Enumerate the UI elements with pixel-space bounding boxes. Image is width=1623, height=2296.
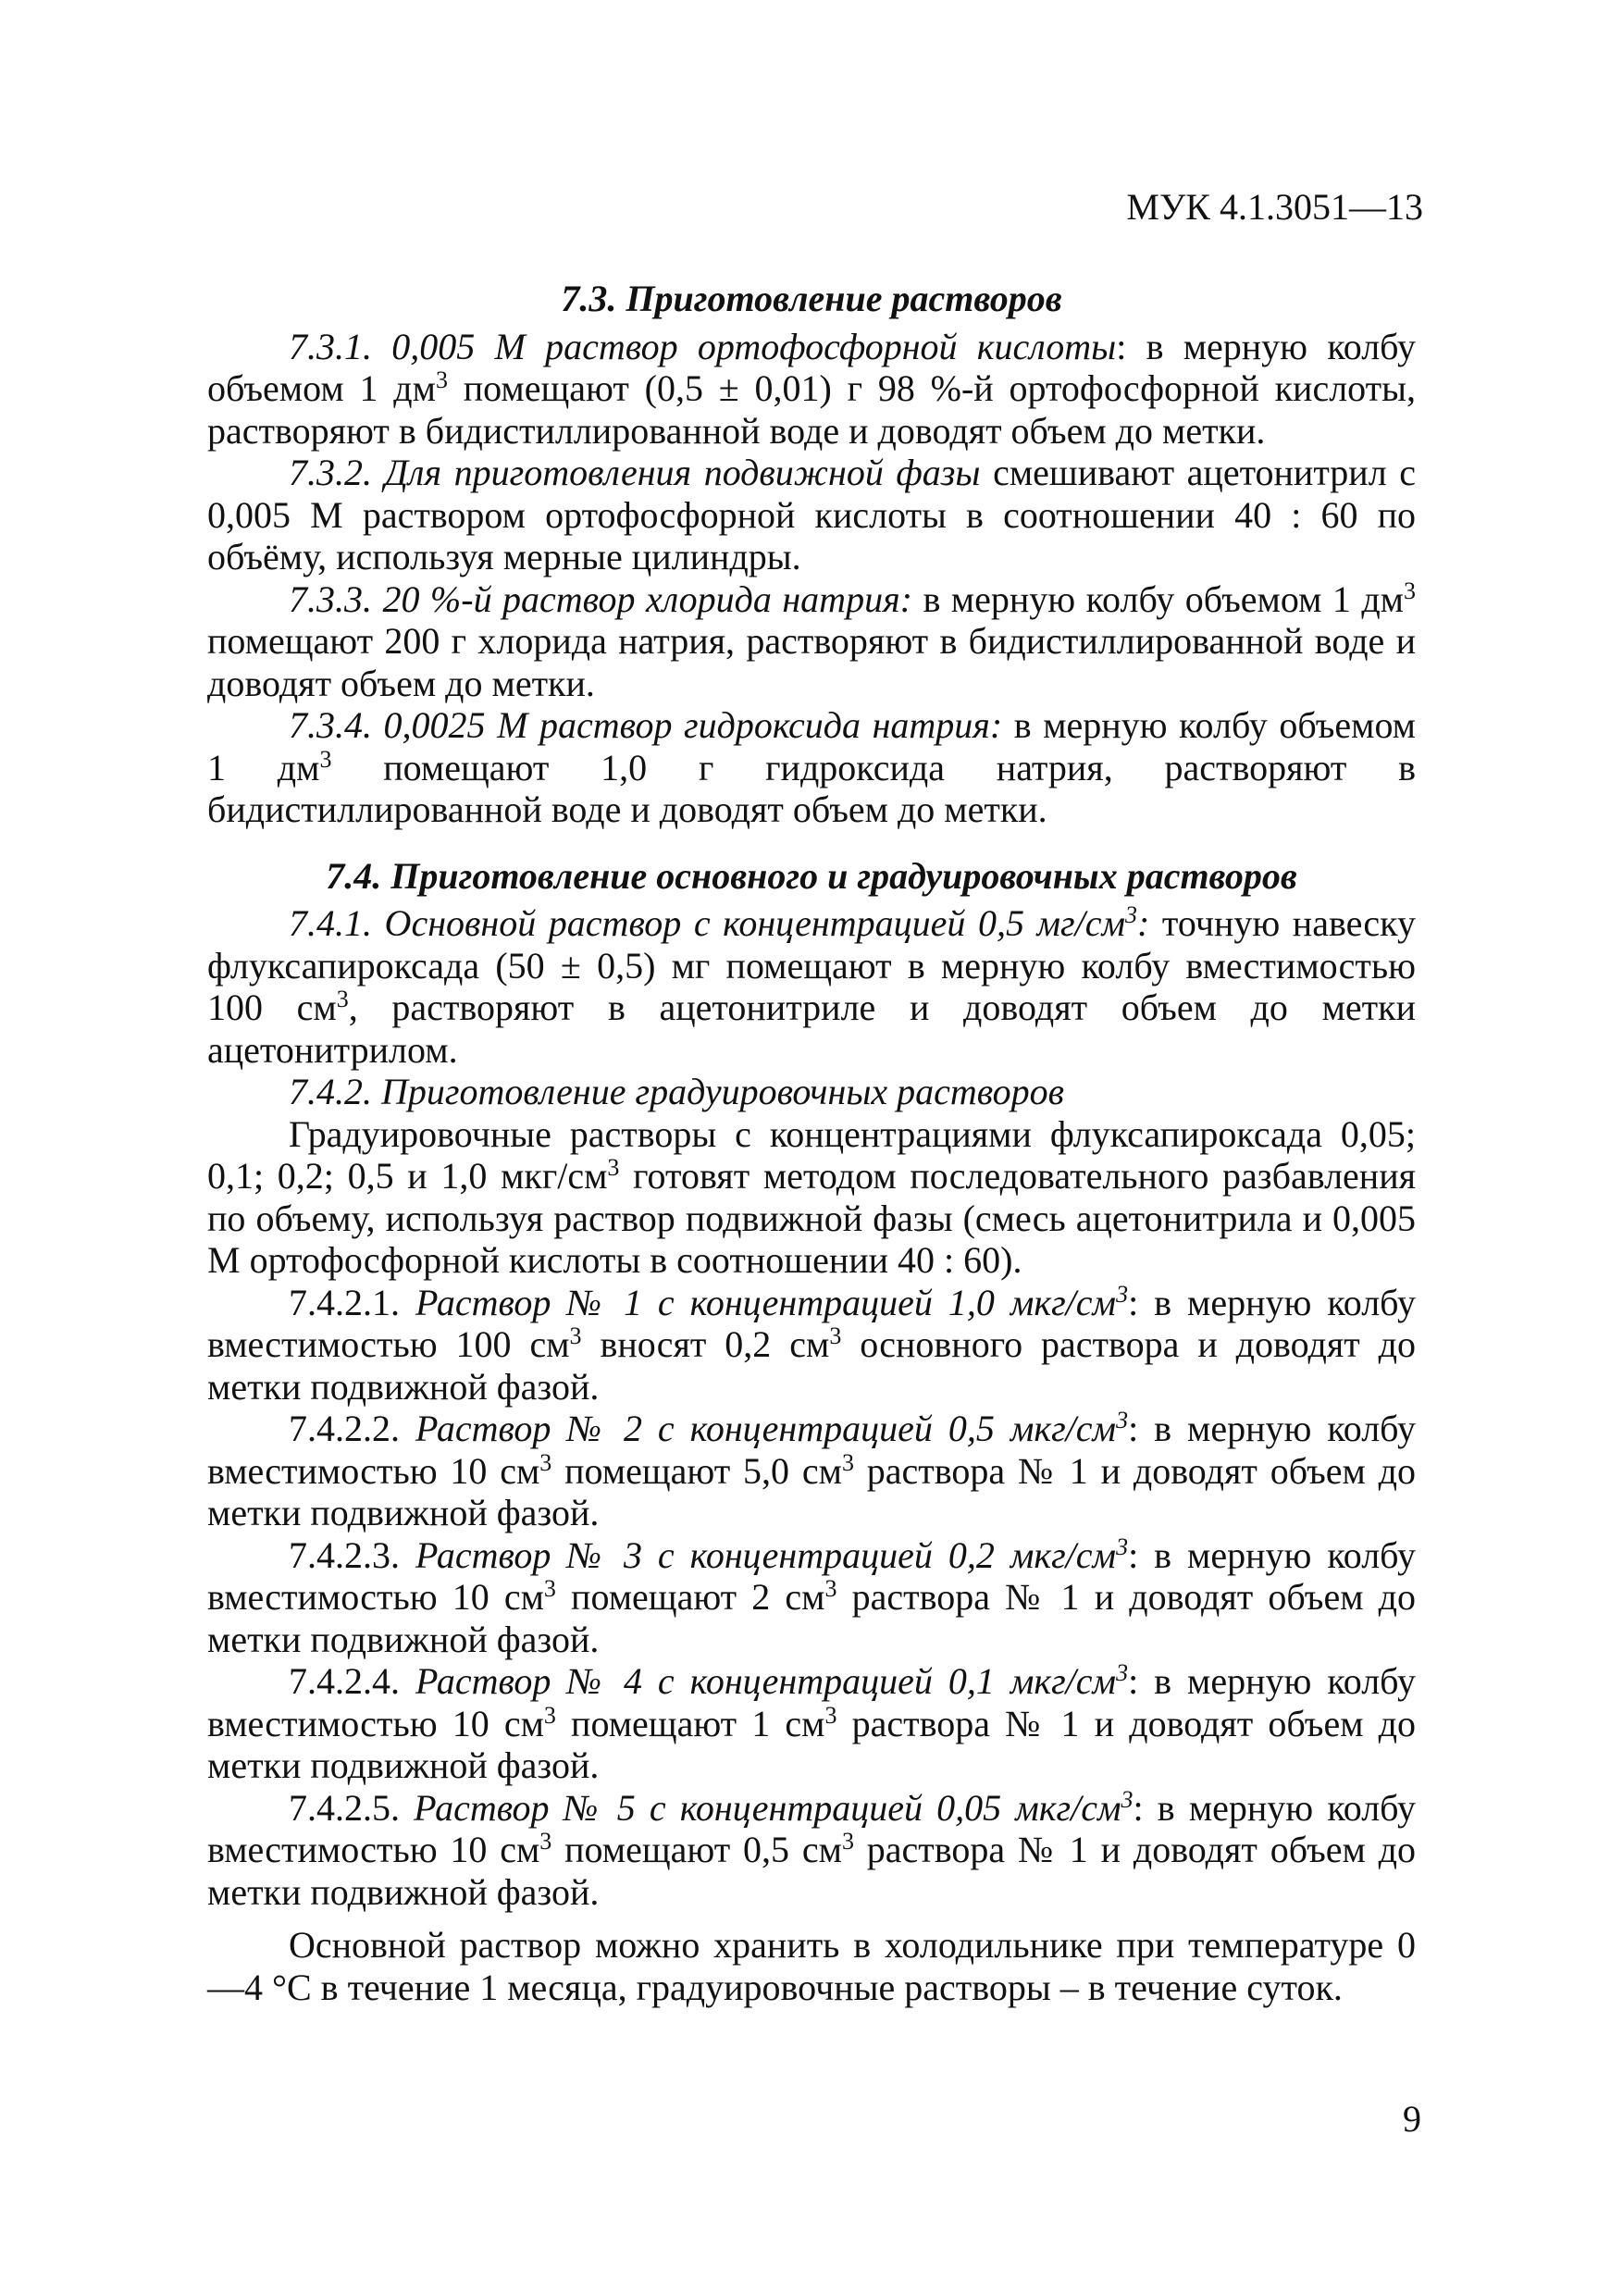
paragraph-7-3-1: 7.3.1. 0,005 М раствор ортофосфорной кислоты: в мерную колбу объемом 1 $дм^3$ помещают (0,5 ± 0,01) г 98 %-й ортофосфорной кислоты, растворяют в бидистиллированной воде и доводят объем до метки. [207,325,1417,452]
paragraph-label: Раствор № 2 с концентрацией 0,5 мкг/$см^3$ [415,1407,1129,1449]
paragraph-7-3-3: 7.3.3. 20 %-й раствор хлорида натрия: в мерную колбу объемом 1 $дм^3$ помещают 200 г хлорида натрия, растворяют в бидистиллированной воде и доводят объем до метки. [207,577,1416,704]
paragraph-7-4-2-intro: Градуировочные растворы с концентрациями флуксапироксада 0,05; 0,1; 0,2; 0,5 и 1,0 мкг/$см^3$ готовят методом последовательного разбавления по объему, используя раствор подвижной фазы (смесь ацетонитрила и 0,005 М ортофосфорной кислоты в соотношении 40 : 60). [207,1112,1416,1281]
page-number: 9 [1403,2098,1421,2140]
paragraph-7-3-2: 7.3.2. Для приготовления подвижной фазы смешивают ацетонитрил с 0,005 М раствором ортофосфорной кислоты в соотношении 40 : 60 по объёму, используя мерные цилиндры. [207,452,1417,577]
paragraph-7-4-1: 7.4.1. Основной раствор с концентрацией 0,5 $мг/см^3$: точную навеску флуксапироксада (50 ± 0,5) мг помещают в мерную колбу вместимостью 100 $см^3$, растворяют в ацетонитриле и доводят объем до метки ацетонитрилом. [207,901,1416,1071]
paragraph-label: 7.3.4. 0,0025 М раствор гидроксида натрия: [289,704,1003,746]
paragraph-label: 7.3.1. 0,005 М раствор ортофосфорной кислоты [289,325,1117,367]
section-heading-7-4: 7.4. Приготовление основного и градуировочных растворов [326,854,1297,897]
document-body [207,278,1416,2008]
paragraph-label: Раствор № 3 с концентрацией 0,2 мкг/$см^3$ [415,1533,1129,1576]
section-heading-7-3: 7.3. Приготовление растворов [561,278,1062,319]
paragraph-7-4-2-3: 7.4.2.3. Раствор № 3 с концентрацией 0,2 мкг/$см^3$: в мерную колбу вместимостью 10 $см^3$ помещают 2 $см^3$ раствора № 1 и доводят объем до метки подвижной фазой. [207,1533,1417,1660]
paragraph-7-4-2-1: 7.4.2.1. Раствор № 1 с концентрацией 1,0 мкг/$см^3$: в мерную колбу вместимостью 100 $см^3$ вносят 0,2 $см^3$ основного раствора и доводят до метки подвижной фазой. [207,1280,1417,1408]
subheading-7-4-2: 7.4.2. Приготовление градуировочных растворов [289,1071,1065,1112]
paragraph-label: 7.3.3. 20 %-й раствор хлорида натрия: [289,577,912,620]
paragraph-7-4-2-4: 7.4.2.4. Раствор № 4 с концентрацией 0,1 мкг/$см^3$: в мерную колбу вместимостью 10 $см^3$ помещают 1 $см^3$ раствора № 1 и доводят объем до метки подвижной фазой. [207,1659,1417,1786]
paragraph-label: Раствор № 5 с концентрацией 0,05 мкг/$см^3$ [414,1785,1134,1829]
document-code: МУК 4.1.3051—13 [1126,186,1423,228]
paragraph-storage: Основной раствор можно хранить в холодильнике при температуре 0—4 °С в течение 1 месяца, градуировочные растворы – в течение суток. [207,1924,1416,2008]
paragraph-7-3-4: 7.3.4. 0,0025 М раствор гидроксида натрия: в мерную колбу объемом 1 $дм^3$ помещают 1,0 г гидроксида натрия, растворяют в бидистиллированной воде и доводят объем до метки. [207,704,1417,830]
paragraph-7-4-2-5: 7.4.2.5. Раствор № 5 с концентрацией 0,05 мкг/$см^3$: в мерную колбу вместимостью 10 $см^3$ помещают 0,5 $см^3$ раствора № 1 и доводят объем до метки подвижной фазой. [207,1785,1417,1913]
paragraph-label: 7.3.2. Для приготовления подвижной фазы [289,452,981,493]
paragraph-label: 7.4.1. Основной раствор с концентрацией 0,5 $мг/см^3$: [289,901,1150,944]
paragraph-7-4-2-2: 7.4.2.2. Раствор № 2 с концентрацией 0,5 мкг/$см^3$: в мерную колбу вместимостью 10 $см^3$ помещают 5,0 $см^3$ раствора № 1 и доводят объем до метки подвижной фазой. [207,1407,1417,1533]
paragraph-label: Раствор № 4 с концентрацией 0,1 мкг/$см^3$ [415,1659,1129,1702]
paragraph-label: Раствор № 1 с концентрацией 1,0 мкг/$см^3$ [415,1280,1129,1323]
